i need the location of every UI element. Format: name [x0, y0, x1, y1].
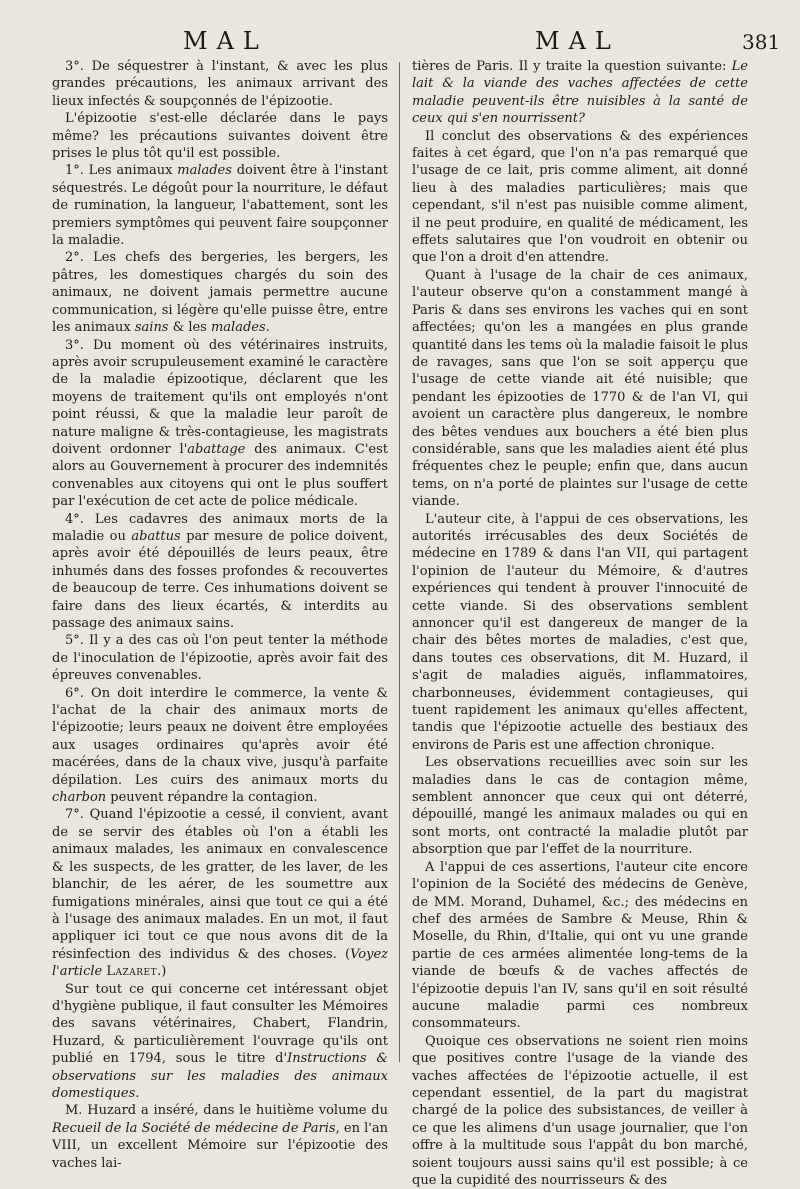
paragraph: 3°. Du moment où des vétérinaires instruits, après avoir scrupuleusement examiné le caractère de la maladie épizootique, déclarent que les moyens de traitement qu'ils ont employés n'ont point réussi, & que la maladie leur paroît de nature maligne & très-contagieuse, les magistrats doivent ordonner l'abattage des animaux. C'est alors au Gouvernement à procurer des indemnités convenables aux citoyens qui ont le plus souffert par l'exécution de cet acte de police médicale. [52, 337, 389, 510]
column-divider [399, 62, 400, 1062]
paragraph: Il conclut des observations & des expériences faites à cet égard, que l'on n'a pas remarqué que l'usage de ce lait, pris comme aliment, ait donné lieu à des maladies particulières; mais que cependant, s'il n'est pas nuisible comme aliment, il ne peut produire, en qualité de médicament, les effets salutaires que l'on voudroit en obtenir ou que l'on a droit d'en attendre. [412, 128, 748, 266]
page-number: 381 [742, 30, 781, 54]
paragraph: 7°. Quand l'épizootie a cessé, il convient, avant de se servir des étables où l'on a établi les animaux malades, les animaux en convalescence & les suspects, de les gratter, de les laver, de les blanchir, de les aérer, de les soumettre aux fumigations minérales, ainsi que tout ce qui a été à l'usage des animaux malades. En un mot, il faut appliquer ici tout ce que nous avons dit de la résinfection des individus & des choses. (Voyez l'article Lazaret.) [52, 807, 388, 980]
paragraph: 3°. De séquestrer à l'instant, & avec les plus grandes précautions, les animaux arrivant des lieux infectés & soupçonnés de l'épizootie. [52, 59, 388, 109]
paragraph: A l'appui de ces assertions, l'auteur cite encore l'opinion de la Société des médecins de Genève, de MM. Morand, Duhamel, &c.; des médecins en chef des armées de Sambre & Meuse, Rhin & Moselle, du Rhin, d'Italie, qui ont vu une grande partie de ces armées alimentée long-tems de la viande de bœufs & de vaches affectés de l'épizootie depuis l'an IV, sans qu'il en soit résulté aucune maladie parmi ces nombreux consommateurs. [412, 859, 748, 1032]
paragraph: L'épizootie s'est-elle déclarée dans le pays même? les précautions suivantes doivent être prises le plus tôt qu'il est possible. [52, 111, 388, 162]
paragraph: Sur tout ce qui concerne cet intéressant objet d'hygiène publique, il faut consulter les Mémoires des savans vétérinaires, Chabert, Flandrin, Huzard, & particulièrement l'ouvrage qu'ils ont publié en 1794, sous le titre d'Instructions & observations sur les maladies des animaux domestiques. [52, 981, 388, 1101]
paragraph: tières de Paris. Il y traite la question suivante: Le lait & la viande des vaches affectées de cette maladie peuvent-ils être nuisibles à la santé de ceux qui s'en nourrissent? [412, 59, 748, 127]
paragraph: 1°. Les animaux malades doivent être à l'instant séquestrés. Le dégoût pour la nourriture, le défaut de rumination, la langueur, l'abattement, sont les premiers symptômes qui peuvent faire soupçonner la maladie. [52, 163, 388, 249]
running-head-right: MAL [535, 27, 620, 55]
paragraph: Quant à l'usage de la chair de ces animaux, l'auteur observe qu'on a constamment mangé à Paris & dans ses environs les vaches qui en sont affectées; qu'on les a mangées en plus grande quantité dans les tems où la maladie faisoit le plus de ravages, sans que l'on se soit apperçu que l'usage de cette viande ait été nuisible; que pendant les épizooties de 1770 & de l'an VI, qui avoient un caractère plus dangereux, le nombre des bêtes vendues aux bouchers a été bien plus considérable, sans que les maladies aient été plus fréquentes chez le peuple; enfin que, dans aucun tems, on n'a porté de plaintes sur l'usage de cette viande. [412, 267, 748, 510]
paragraph: 6°. On doit interdire le commerce, la vente & l'achat de la chair des animaux morts de l'épizootie; leurs peaux ne doivent être employées aux usages ordinaires qu'après avoir été macérées, dans de la chaux vive, jusqu'à parfaite dépilation. Les cuirs des animaux morts du charbon peuvent répandre la contagion. [52, 685, 388, 806]
left-column [52, 58, 388, 1172]
paragraph: Quoique ces observations ne soient rien moins que positives contre l'usage de la viande des vaches affectées de l'épizootie actuelle, il est cependant essentiel, de la part du magistrat chargé de la police des subsistances, de veiller à ce que les alimens d'un usage journalier, que l'on offre à la multitude sous l'appât du bon marché, soient toujours aussi sains qu'il est possible; à ce que la cupidité des nourrisseurs & des [412, 1033, 748, 1188]
paragraph: M. Huzard a inséré, dans le huitième volume du Recueil de la Société de médecine de Paris, en l'an VIII, un excellent Mémoire sur l'épizootie des vaches lai- [52, 1103, 388, 1171]
paragraph: 4°. Les cadavres des animaux morts de la maladie ou abattus par mesure de police doivent, après avoir été dépouillés de leurs peaux, être inhumés dans des fosses profondes & recouvertes de beaucoup de terre. Ces inhumations doivent se faire dans des lieux écartés, & interdits au passage des animaux sains. [52, 511, 389, 631]
paragraph: 2°. Les chefs des bergeries, les bergers, les pâtres, les domestiques chargés du soin des animaux, ne doivent jamais permettre aucune communication, si légère qu'elle puisse être, entre les animaux sains & les malades. [52, 250, 388, 336]
paragraph: Les observations recueillies avec soin sur les maladies dans le cas de contagion même, semblent annoncer que ceux qui ont déterré, dépouillé, mangé les animaux malades ou qui en sont morts, ont contracté la maladie plutôt par absorption que par l'effet de la nourriture. [412, 755, 748, 858]
paragraph: 5°. Il y a des cas où l'on peut tenter la méthode de l'inoculation de l'épizootie, après avoir fait des épreuves convenables. [52, 633, 388, 684]
running-head-left: MAL [183, 27, 268, 55]
right-column [412, 58, 748, 1189]
cross-reference: Lazaret [106, 964, 158, 980]
paragraph: L'auteur cite, à l'appui de ces observations, les autorités irrécusables des deux Sociétés de médecine en 1789 & dans l'an VII, qui partagent l'opinion de l'auteur du Mémoire, & d'autres expériences qui tendent à prouver l'innocuité de cette viande. Si des observations semblent annoncer qu'il est dangereux de manger de la chair des bêtes mortes de maladies, c'est que, dans toutes ces observations, dit M. Huzard, il s'agit de maladies aiguës, inflammatoires, charbonneuses, évidemment contagieuses, qui tuent rapidement les animaux qu'elles affectent, tandis que l'épizootie actuelle des bestiaux des environs de Paris est une affection chronique. [412, 511, 748, 753]
running-header [0, 26, 800, 56]
